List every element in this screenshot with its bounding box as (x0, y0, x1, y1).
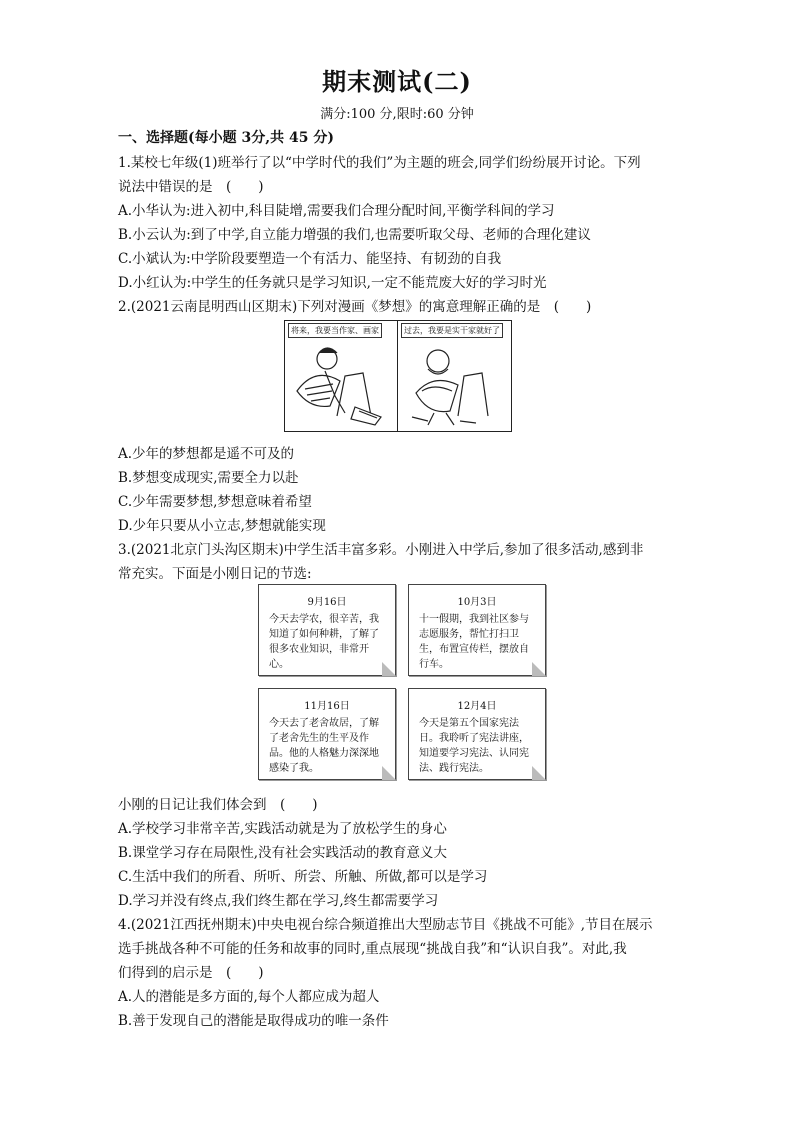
comic-panel-old (398, 321, 510, 431)
section-heading: 一、选择题(每小题 3分,共 45 分) (118, 130, 334, 146)
diary-date: 11月16日 (304, 701, 350, 712)
question-3-option-c: C.生活中我们的所看、所听、所尝、所触、所做,都可以是学习 (118, 869, 488, 885)
diary-text: 今天是第五个国家宪法日。我聆听了宪法讲座，知道要学习宪法、认同宪法、践行宪法。 (419, 718, 529, 774)
question-1-option-b: B.小云认为:到了中学,自立能力增强的我们,也需要听取父母、老师的合理化建议 (118, 227, 591, 243)
diary-note (258, 584, 396, 676)
question-1-option-c: C.小斌认为:中学阶段要塑造一个有活力、能坚持、有韧劲的自我 (118, 251, 502, 267)
question-4-stem: 们得到的启示是 ( ) (118, 965, 264, 981)
question-3-stem: 常充实。下面是小刚日记的节选: (118, 566, 312, 582)
question-4-stem: 4.(2021江西抚州期末)中央电视台综合频道推出大型励志节目《挑战不可能》,节目在展示 (118, 917, 653, 933)
question-3-option-b: B.课堂学习存在局限性,没有社会实践活动的教育意义大 (118, 845, 448, 861)
question-3-ask: 小刚的日记让我们体会到 ( ) (118, 797, 318, 813)
diary-date: 9月16日 (307, 597, 347, 608)
diary-date: 10月3日 (457, 597, 497, 608)
question-1-option-a: A.小华认为:进入初中,科目陡增,需要我们合理分配时间,平衡学科间的学习 (118, 203, 555, 219)
diary-note (408, 688, 546, 780)
comic-caption: 过去，我要是实干家就好了 (401, 323, 503, 338)
question-4-option-a: A.人的潜能是多方面的,每个人都应成为超人 (118, 989, 380, 1005)
question-1-option-d: D.小红认为:中学生的任务就只是学习知识,一定不能荒废大好的学习时光 (118, 275, 547, 291)
question-4-stem: 选手挑战各种不可能的任务和故事的同时,重点展现“挑战自我”和“认识自我”。对此,我 (118, 941, 627, 957)
question-2-stem: 2.(2021云南昆明西山区期末)下列对漫画《梦想》的寓意理解正确的是 ( ) (118, 299, 592, 315)
question-1-stem: 1.某校七年级(1)班举行了以“中学时代的我们”为主题的班会,同学们纷纷展开讨论。下列 (118, 155, 641, 171)
question-2-option-b: B.梦想变成现实,需要全力以赴 (118, 470, 299, 486)
diary-text: 今天去学农，很辛苦，我知道了如何种耕，了解了很多农业知识，非常开心。 (269, 614, 379, 670)
question-4-option-b: B.善于发现自己的潜能是取得成功的唯一条件 (118, 1013, 389, 1029)
exam-info: 满分:100 分,限时:60 分钟 (320, 107, 474, 122)
diary-text: 十一假期，我到社区参与志愿服务，帮忙打扫卫生，布置宣传栏，摆放自行车。 (419, 614, 529, 670)
dream-comic (284, 320, 512, 432)
question-3-stem: 3.(2021北京门头沟区期末)中学生活丰富多彩。小刚进入中学后,参加了很多活动,感到非 (118, 542, 644, 558)
question-2-option-d: D.少年只要从小立志,梦想就能实现 (118, 518, 326, 534)
diary-date: 12月4日 (457, 701, 497, 712)
question-3-option-d: D.学习并没有终点,我们终生都在学习,终生都需要学习 (118, 893, 439, 909)
comic-caption: 将来，我要当作家、画家 (288, 323, 382, 338)
comic-panel-young (285, 321, 398, 431)
question-2-option-a: A.少年的梦想都是遥不可及的 (118, 446, 295, 462)
diary-text: 今天去了老舍故居，了解了老舍先生的生平及作品。他的人格魅力深深地感染了我。 (269, 718, 379, 774)
question-2-option-c: C.少年需要梦想,梦想意味着希望 (118, 494, 312, 510)
question-1-stem: 说法中错误的是 ( ) (118, 179, 264, 195)
question-3-option-a: A.学校学习非常辛苦,实践活动就是为了放松学生的身心 (118, 821, 447, 837)
diary-note (408, 584, 546, 676)
diary-note (258, 688, 396, 780)
page-title: 期末测试(二) (322, 67, 472, 96)
